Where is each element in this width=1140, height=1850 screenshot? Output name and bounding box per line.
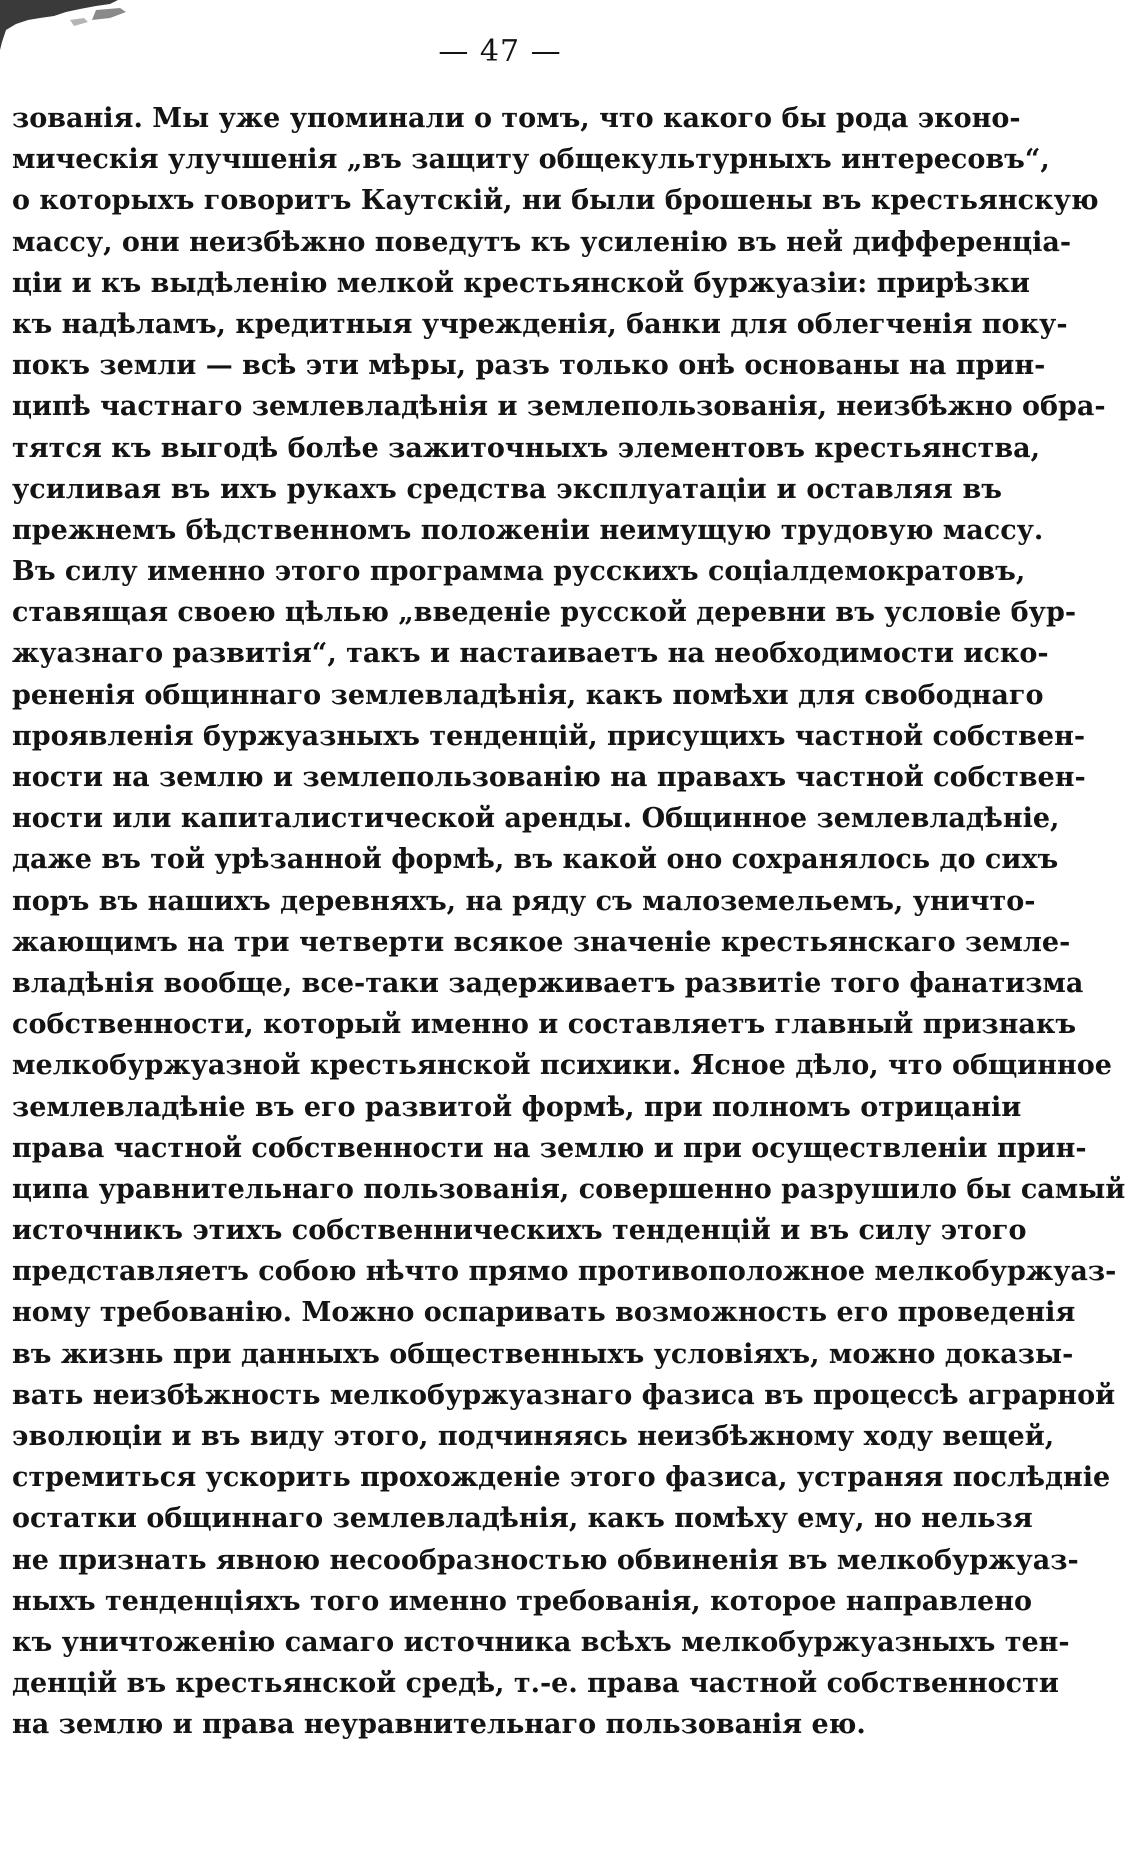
text-line: собственности, который именно и составляетъ главный признакъ [12, 1009, 1077, 1041]
text-line: къ надѣламъ, кредитныя учрежденія, банки для облегченія поку- [12, 308, 1068, 340]
text-line: рененія общиннаго землевладѣнія, какъ помѣхи для свободнаго [12, 679, 1044, 711]
text-line: жуазнаго развитія“, такъ и настаиваетъ на необходимости иско- [12, 638, 1049, 670]
text-line: усиливая въ ихъ рукахъ средства эксплуатаціи и оставляя въ [12, 473, 1002, 505]
text-line: покъ земли — всѣ эти мѣры, разъ только онѣ основаны на прин- [12, 350, 1046, 382]
text-line: мелкобуржуазной крестьянской психики. Ясное дѣло, что общинное [12, 1050, 1112, 1082]
text-line: ципа уравнительнаго пользованія, совершенно разрушило бы самый [12, 1173, 1126, 1205]
text-line: ности на землю и землепользованію на правахъ частной собствен- [12, 762, 1086, 793]
text-line: проявленія буржуазныхъ тенденцій, присущихъ частной собствен- [12, 720, 1086, 752]
text-line: прежнемъ бѣдственномъ положеніи неимущую трудовую массу. [12, 514, 1044, 546]
text-line: источникъ этихъ собственническихъ тенденцій и въ силу этого [12, 1215, 1027, 1247]
text-line: ности или капиталистической аренды. Общинное землевладѣніе, [12, 803, 1060, 835]
text-line: мическія улучшенія „въ защиту общекультурныхъ интересовъ“, [12, 144, 1050, 176]
text-line: эволюціи и въ виду этого, подчиняясь неизбѣжному ходу вещей, [12, 1421, 1055, 1452]
text-line: къ уничтоженію самаго источника всѣхъ мелкобуржуазныхъ тен- [12, 1626, 1070, 1658]
text-line: остатки общиннаго землевладѣнія, какъ помѣху ему, но нельзя [12, 1503, 1033, 1535]
text-line: массу, они неизбѣжно поведутъ къ усиленію въ ней дифференціа- [12, 226, 1072, 258]
text-line: ставящая своею цѣлью „введеніе русской деревни въ условіе бур- [12, 597, 1077, 629]
text-line: жающимъ на три четверти всякое значеніе крестьянскаго земле- [12, 926, 1071, 958]
text-line: Въ силу именно этого программа русскихъ соціалдемократовъ, [12, 556, 1026, 588]
text-line: ному требованію. Можно оспаривать возможность его проведенія [12, 1297, 1076, 1329]
text-line: стремиться ускорить прохожденіе этого фазиса, устраняя послѣдніе [12, 1462, 1111, 1494]
body-text [12, 98, 1126, 1746]
text-line: владѣнія вообще, все-таки задерживаетъ развитіе того фанатизма [12, 967, 1084, 999]
text-line: денцій въ крестьянской средѣ, т.-е. права частной собственности [12, 1668, 1059, 1700]
text-line: представляетъ собою нѣчто прямо противоположное мелкобуржуаз- [12, 1256, 1117, 1288]
text-line: не признать явною несообразностью обвиненія въ мелкобуржуаз- [12, 1544, 1079, 1576]
text-line: права частной собственности на землю и при осуществленіи прин- [12, 1132, 1087, 1164]
text-line-last: на землю и права неуравнительнаго пользованія ею. [12, 1709, 866, 1741]
text-line: тятся къ выгодѣ болѣе зажиточныхъ элементовъ крестьянства, [12, 432, 1040, 464]
text-line: ціи и къ выдѣленію мелкой крестьянской буржуазіи: прирѣзки [12, 267, 1030, 299]
text-line: поръ въ нашихъ деревняхъ, на ряду съ малоземельемъ, уничто- [12, 885, 1036, 917]
text-line: въ жизнь при данныхъ общественныхъ условіяхъ, можно доказы- [12, 1338, 1074, 1370]
text-line: ципѣ частнаго землевладѣнія и землепользованія, неизбѣжно обра- [12, 391, 1106, 423]
text-line: ныхъ тенденціяхъ того именно требованія, которое направлено [12, 1585, 1032, 1617]
text-line: о которыхъ говоритъ Каутскій, ни были брошены въ крестьянскую [12, 185, 1099, 217]
text-line: даже въ той урѣзанной формѣ, въ какой оно сохранялось до сихъ [12, 844, 1059, 876]
text-line: землевладѣніе въ его развитой формѣ, при полномъ отрицаніи [12, 1091, 1022, 1123]
text-line: вать неизбѣжность мелкобуржуазнаго фазиса въ процессѣ аграрной [12, 1379, 1116, 1411]
page-number: — 47 — [438, 34, 562, 69]
text-line: зованія. Мы уже упоминали о томъ, что какого бы рода эконо- [12, 103, 1021, 134]
